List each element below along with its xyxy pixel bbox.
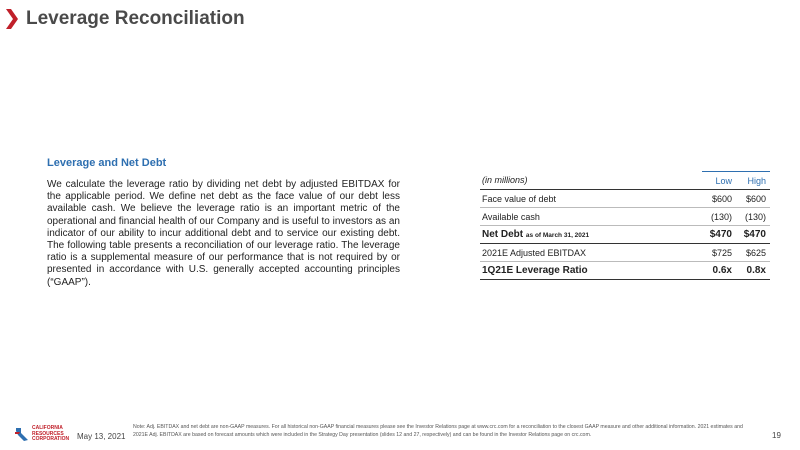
row-low: $725 [702, 244, 736, 262]
chevron-right-icon [6, 9, 18, 29]
table-header-row [480, 172, 770, 190]
table-row-net-debt [480, 226, 770, 244]
section-subhead: Leverage and Net Debt [47, 157, 167, 169]
row-label [480, 226, 702, 244]
page-title: Leverage Reconciliation [26, 8, 245, 29]
net-debt-suffix: as of March 31, 2021 [525, 232, 590, 239]
table-row [480, 190, 770, 208]
leverage-table [480, 171, 770, 280]
logo-text [32, 426, 69, 443]
title-bar [6, 8, 245, 30]
row-low: $470 [702, 226, 736, 244]
table-row-leverage-ratio [480, 262, 770, 280]
row-high: $600 [736, 190, 770, 208]
logo-line: CALIFORNIA [32, 425, 63, 431]
row-low: (130) [702, 208, 736, 226]
company-logo [14, 426, 69, 443]
table-row [480, 208, 770, 226]
row-high: 0.8x [736, 262, 770, 280]
row-label: Available cash [480, 208, 702, 226]
row-label: 2021E Adjusted EBITDAX [480, 244, 702, 262]
footer-date: May 13, 2021 [77, 432, 126, 441]
logo-line: CORPORATION [32, 436, 70, 442]
table-header-high: High [736, 172, 770, 190]
logo-line: RESOURCES [32, 430, 64, 437]
table-header-label: (in millions) [480, 172, 702, 190]
section-paragraph: We calculate the leverage ratio by dividing net debt by adjusted EBITDAX for the applicable period. We define net debt as the face value of our debt less available cash. We believe the leverage ratio is an important metric of the operational and financial health of our Company and is useful to investors as an indicator of our ability to incur additional debt and to service our existing debt. The following table presents a reconciliation of our leverage ratio. The leverage ratio is a supplemental measure of our performance that is not required by or presented in accordance with U.S. generally accepted accounting principles (“GAAP”). [47, 179, 400, 288]
footer-note: Note: Adj. EBITDAX and net debt are non-GAAP measures. For all historical non-GAAP financial measures please see the Investor Relations page at www.crc.com for a reconciliation to the closest GAAP measure and other additional information. 2021 estimates and 2021E Adj. EBITDAX are based on forecast amounts which were included in the Strategy Day presentation (slides 12 and 27, respectively) and can be found in the Investor Relations page on crc.com. [133, 424, 743, 438]
row-label: 1Q21E Leverage Ratio [480, 262, 702, 280]
row-label: Face value of debt [480, 190, 702, 208]
page-number: 19 [772, 431, 781, 440]
row-high: (130) [736, 208, 770, 226]
row-high: $470 [736, 226, 770, 244]
table-header-low: Low [702, 172, 736, 190]
table-row [480, 244, 770, 262]
row-high: $625 [736, 244, 770, 262]
net-debt-label: Net Debt [482, 229, 524, 240]
california-map-icon [14, 426, 30, 442]
row-low: 0.6x [702, 262, 736, 280]
row-low: $600 [702, 190, 736, 208]
